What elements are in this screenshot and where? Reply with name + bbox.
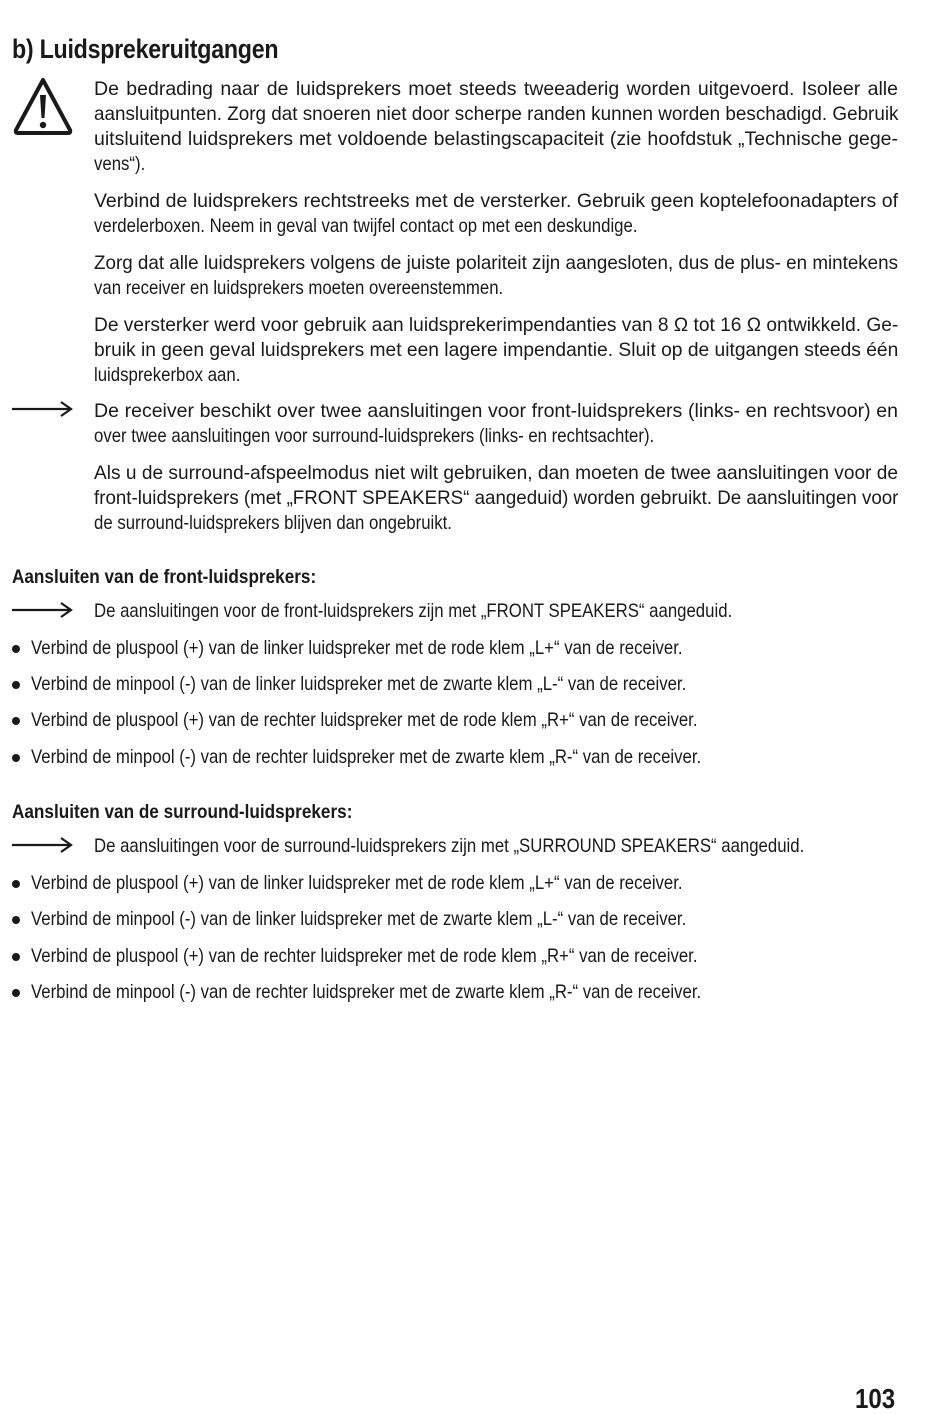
text-line: de surround-luidsprekers blijven dan ongebruikt.	[94, 512, 452, 534]
warning-paragraph-2	[94, 189, 898, 239]
warning-paragraph-4	[94, 313, 898, 388]
text-line: aansluitpunten. Zorg dat snoeren niet door scherpe randen kunnen worden beschadigd. Gebruik	[94, 103, 899, 125]
bullet-icon	[12, 953, 20, 961]
list-item-text: Verbind de pluspool (+) van de rechter luidspreker met de rode klem „R+“ van de receiver.	[31, 945, 698, 967]
front-speakers-heading: Aansluiten van de front-luidsprekers:	[12, 566, 317, 588]
list-item-text: Verbind de pluspool (+) van de rechter luidspreker met de rode klem „R+“ van de receiver.	[31, 709, 698, 731]
list-item-text: Verbind de pluspool (+) van de linker luidspreker met de rode klem „L+“ van de receiver.	[31, 872, 683, 894]
arrow-right-icon	[10, 601, 74, 619]
warning-icon	[12, 76, 74, 136]
text-line: over twee aansluitingen voor surround-luidsprekers (links- en rechtsachter).	[94, 425, 655, 447]
bullet-icon	[12, 754, 20, 762]
bullet-icon	[12, 916, 20, 924]
arrow-right-icon	[10, 400, 74, 418]
section-heading: b) Luidsprekeruitgangen	[12, 34, 279, 64]
text-line: De receiver beschikt over twee aansluitingen voor front-luidsprekers (links- en rechtsvoor) en	[94, 400, 898, 422]
text-line: uitsluitend luidsprekers met voldoende belastingscapaciteit (zie hoofdstuk „Technische gege-	[94, 128, 898, 150]
text-line: vens“).	[94, 153, 146, 175]
surround-speakers-heading: Aansluiten van de surround-luidsprekers:	[12, 801, 353, 823]
warning-paragraph-1	[94, 77, 898, 177]
bullet-icon	[12, 989, 20, 997]
bullet-icon	[12, 645, 20, 653]
text-line: van receiver en luidsprekers moeten overeenstemmen.	[94, 277, 504, 299]
info-paragraph-2	[94, 461, 898, 536]
text-line: De versterker werd voor gebruik aan luidsprekerimpendanties van 8 Ω tot 16 Ω ontwikkeld. Ge-	[94, 314, 899, 336]
list-item-text: Verbind de minpool (-) van de rechter luidspreker met de zwarte klem „R-“ van de receiver.	[31, 746, 702, 768]
info-paragraph-1	[94, 399, 898, 449]
text-line: Zorg dat alle luidsprekers volgens de juiste polariteit zijn aangesloten, dus de plus- en mintekens	[94, 252, 898, 274]
list-item-text: Verbind de pluspool (+) van de linker luidspreker met de rode klem „L+“ van de receiver.	[31, 637, 683, 659]
list-item-text: Verbind de minpool (-) van de rechter luidspreker met de zwarte klem „R-“ van de receiver.	[31, 981, 702, 1003]
warning-paragraph-3	[94, 251, 898, 301]
list-item-text: Verbind de minpool (-) van de linker luidspreker met de zwarte klem „L-“ van de receiver.	[31, 673, 687, 695]
bullet-icon	[12, 681, 20, 689]
page-number: 103	[855, 1383, 896, 1414]
list-item-text: Verbind de minpool (-) van de linker luidspreker met de zwarte klem „L-“ van de receiver.	[31, 908, 687, 930]
bullet-icon	[12, 717, 20, 725]
text-line: luidsprekerbox aan.	[94, 364, 241, 386]
text-line: Verbind de luidsprekers rechtstreeks met de versterker. Gebruik geen koptelefoonadapters of	[94, 190, 898, 212]
bullet-icon	[12, 880, 20, 888]
surround-speakers-note: De aansluitingen voor de surround-luidsprekers zijn met „SURROUND SPEAKERS“ aangeduid.	[94, 835, 805, 857]
text-line: front-luidsprekers (met „FRONT SPEAKERS“ aangeduid) worden gebruikt. De aansluitingen voor	[94, 487, 899, 509]
arrow-right-icon	[10, 836, 74, 854]
text-line: Als u de surround-afspeelmodus niet wilt gebruiken, dan moeten de twee aansluitingen voor de	[94, 462, 898, 484]
text-line: bruik in geen geval luidsprekers met een lagere impendantie. Sluit op de uitgangen steeds één	[94, 339, 899, 361]
text-line: verdelerboxen. Neem in geval van twijfel contact op met een deskundige.	[94, 215, 638, 237]
text-line: De bedrading naar de luidsprekers moet steeds tweeaderig worden uitgevoerd. Isoleer alle	[94, 78, 898, 100]
front-speakers-note: De aansluitingen voor de front-luidsprekers zijn met „FRONT SPEAKERS“ aangeduid.	[94, 600, 733, 622]
